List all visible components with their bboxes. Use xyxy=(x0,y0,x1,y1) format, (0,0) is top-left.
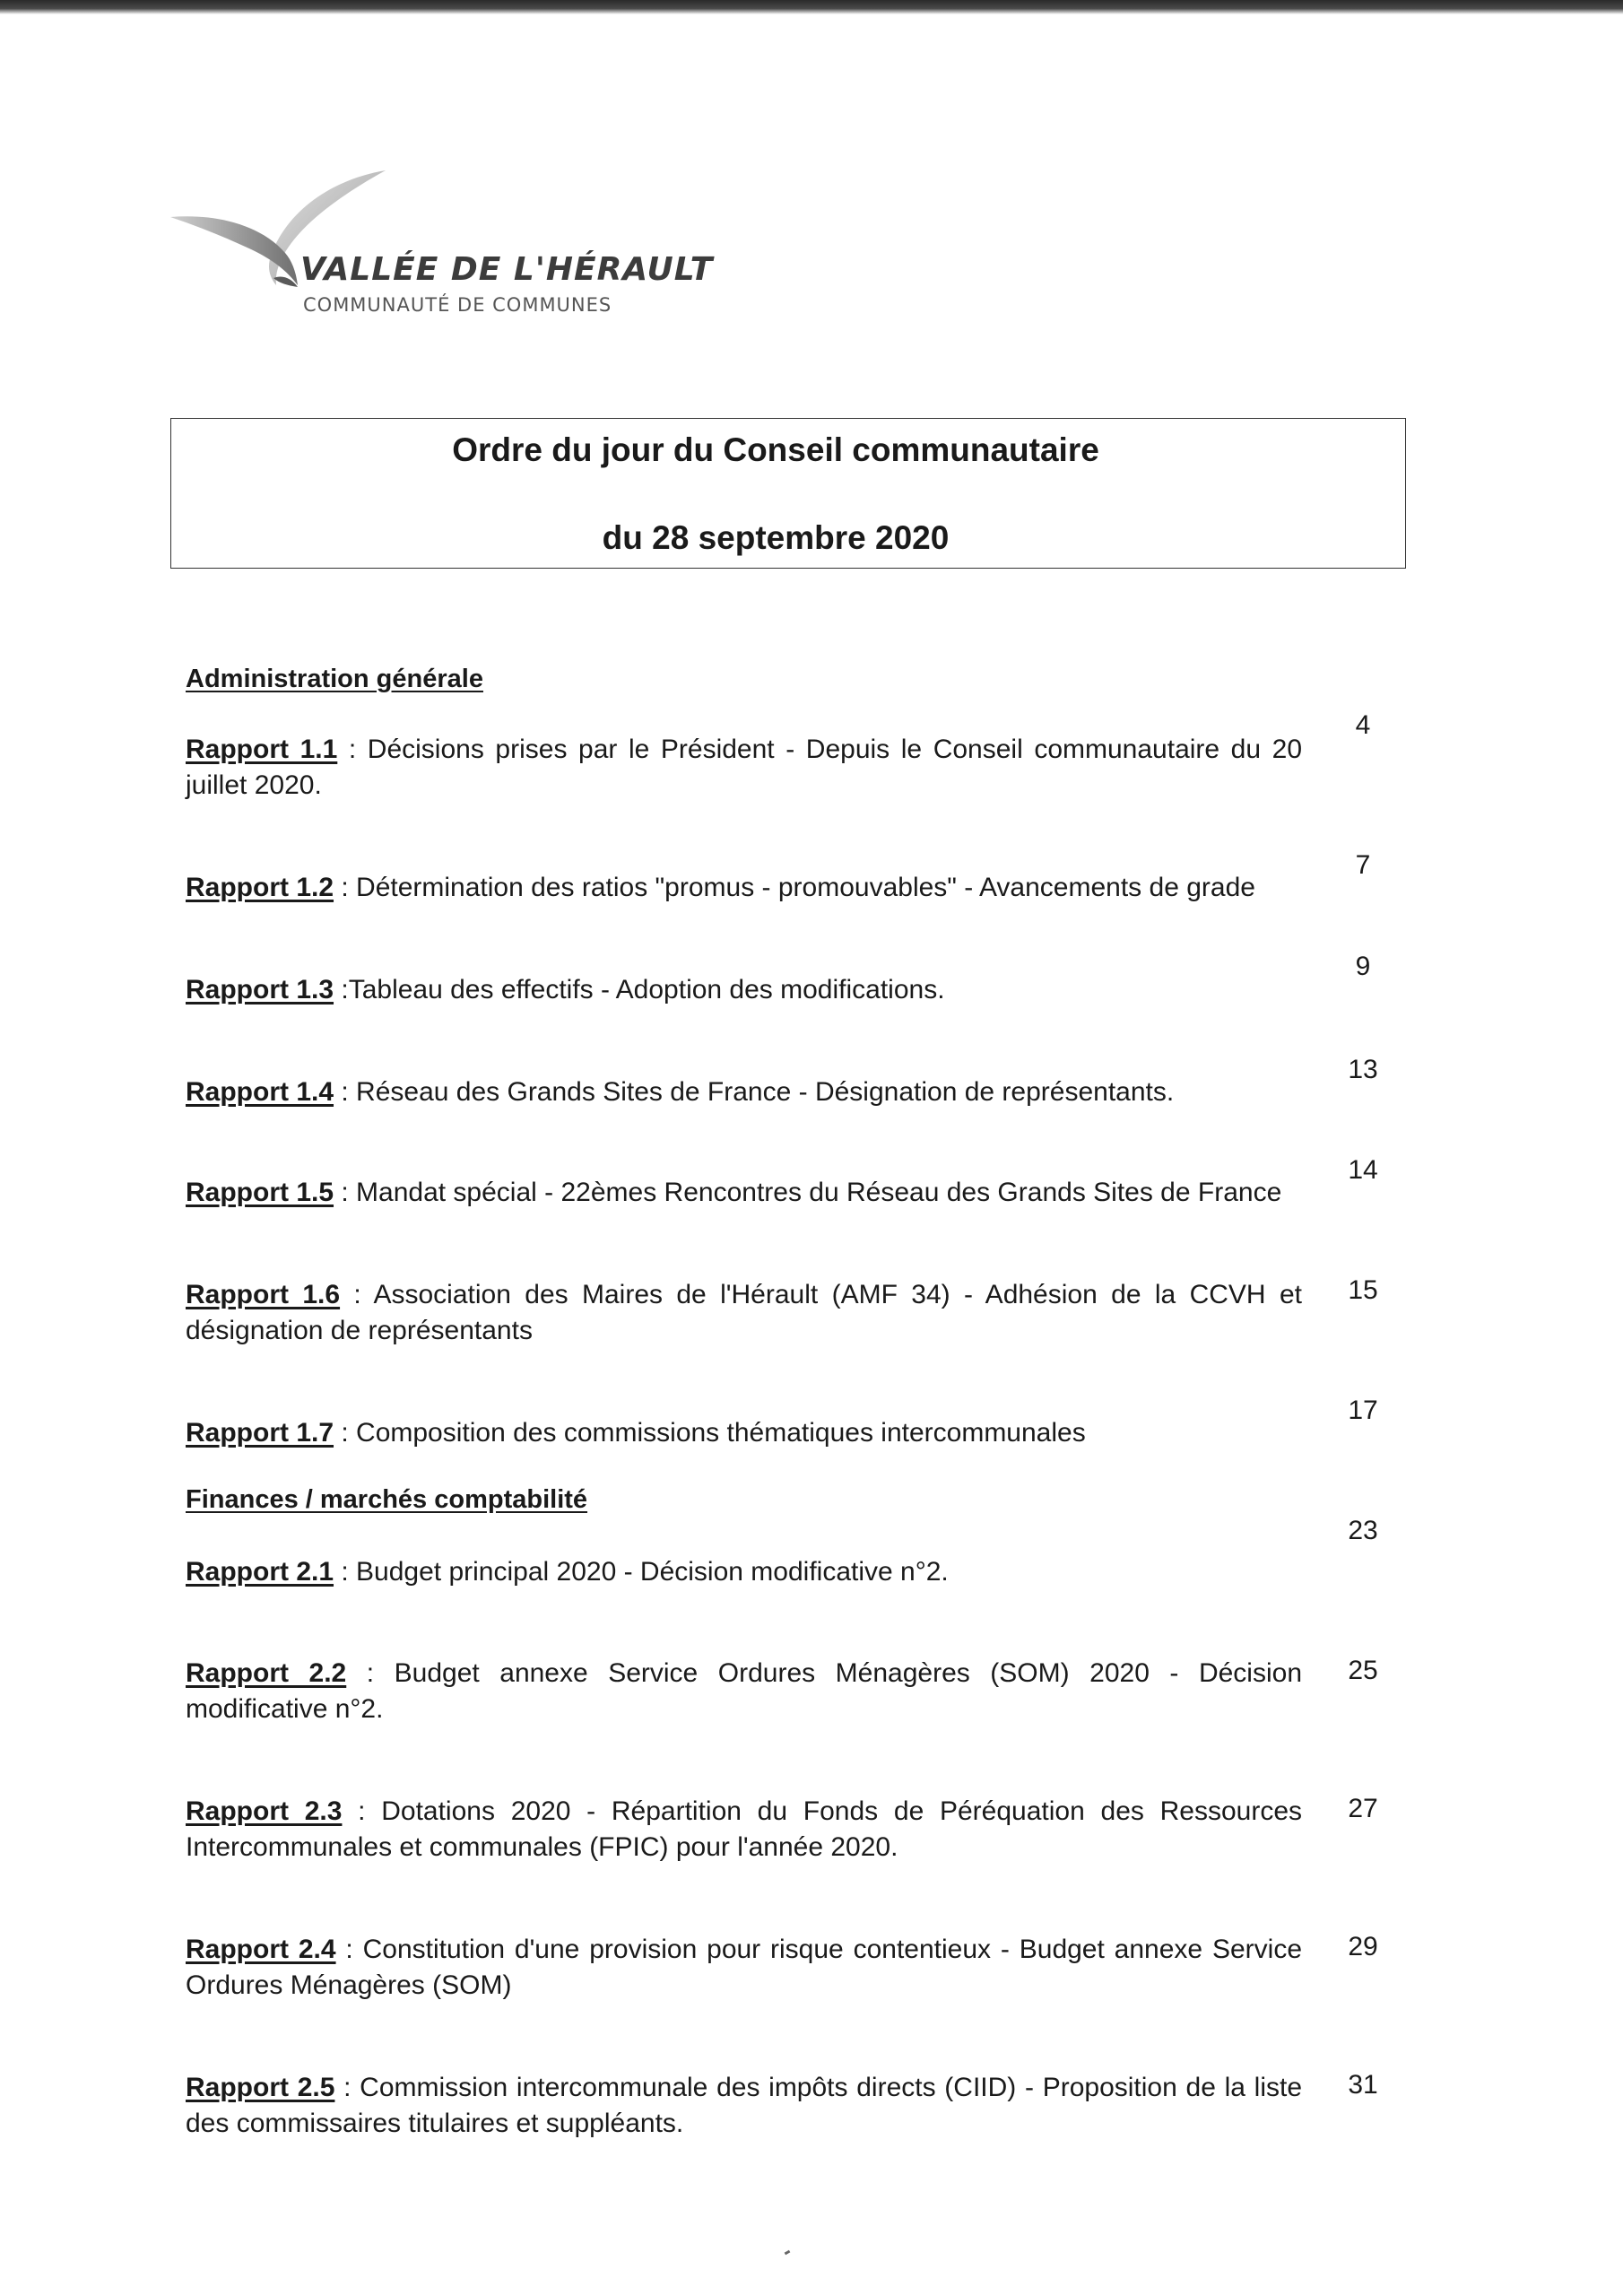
logo xyxy=(161,170,714,332)
item-label: Rapport 1.4 xyxy=(186,1077,334,1107)
item-text: : Budget annexe Service Ordures Ménagères (SOM) 2020 - Décision modificative n°2. xyxy=(186,1658,1302,1724)
page-number: 31 xyxy=(1348,2070,1378,2100)
item-text: : Composition des commissions thématiques intercommunales xyxy=(334,1418,1086,1448)
list-item xyxy=(186,1074,1302,1110)
item-text: : Budget principal 2020 - Décision modificative n°2. xyxy=(334,1557,949,1587)
item-label: Rapport 2.3 xyxy=(186,1796,343,1826)
list-item xyxy=(186,1415,1302,1451)
section-heading-administration: Administration générale xyxy=(186,665,483,693)
item-text: : Association des Maires de l'Hérault (AMF 34) - Adhésion de la CCVH et désignation de représentants xyxy=(186,1280,1302,1345)
page-number: 25 xyxy=(1348,1656,1378,1685)
item-label: Rapport 1.7 xyxy=(186,1418,334,1448)
item-text: : Détermination des ratios "promus - promouvables" - Avancements de grade xyxy=(334,873,1255,902)
list-item xyxy=(186,1554,1302,1590)
item-text: : Commission intercommunale des impôts directs (CIID) - Proposition de la liste des commissaires titulaires et suppléants. xyxy=(186,2073,1303,2138)
list-item xyxy=(186,732,1302,804)
item-label: Rapport 2.5 xyxy=(186,2073,335,2102)
list-item xyxy=(186,1656,1302,1727)
list-item xyxy=(186,1175,1302,1211)
scan-speck xyxy=(785,2250,791,2256)
page-number: 23 xyxy=(1348,1516,1378,1545)
page-number: 4 xyxy=(1355,710,1371,740)
item-text: : Réseau des Grands Sites de France - Désignation de représentants. xyxy=(334,1077,1175,1107)
document-title: Ordre du jour du Conseil communautaire xyxy=(452,431,1099,468)
list-item xyxy=(186,2070,1302,2142)
item-text: : Mandat spécial - 22èmes Rencontres du Réseau des Grands Sites de France xyxy=(334,1178,1282,1207)
item-label: Rapport 2.2 xyxy=(186,1658,347,1688)
scan-edge xyxy=(0,0,1623,14)
logo-subtitle: COMMUNAUTÉ DE COMMUNES xyxy=(303,294,612,316)
item-label: Rapport 1.1 xyxy=(186,735,338,764)
item-label: Rapport 1.2 xyxy=(186,873,334,902)
item-label: Rapport 2.1 xyxy=(186,1557,334,1587)
page-number: 7 xyxy=(1355,850,1371,880)
document-date: du 28 septembre 2020 xyxy=(602,519,950,556)
item-text: : Dotations 2020 - Répartition du Fonds de Péréquation des Ressources Intercommunales et communales (FPIC) pour l'année 2020. xyxy=(186,1796,1302,1862)
list-item xyxy=(186,1277,1302,1349)
section-heading-finances: Finances / marchés comptabilité xyxy=(186,1485,588,1514)
list-item xyxy=(186,1932,1302,2004)
item-label: Rapport 1.3 xyxy=(186,975,334,1004)
title-box xyxy=(170,418,1406,569)
page-number: 27 xyxy=(1348,1794,1378,1823)
item-label: Rapport 1.6 xyxy=(186,1280,341,1309)
item-text: : Décisions prises par le Président - Depuis le Conseil communautaire du 20 juillet 2020. xyxy=(186,735,1303,800)
page-number: 29 xyxy=(1348,1932,1378,1961)
page-number: 17 xyxy=(1348,1396,1378,1425)
page-number: 9 xyxy=(1355,952,1371,981)
logo-title: VALLÉE DE L'HÉRAULT xyxy=(300,251,714,288)
page-number: 15 xyxy=(1348,1275,1378,1305)
item-label: Rapport 1.5 xyxy=(186,1178,334,1207)
item-text: :Tableau des effectifs - Adoption des modifications. xyxy=(334,975,945,1004)
item-label: Rapport 2.4 xyxy=(186,1935,336,1964)
list-item xyxy=(186,1794,1302,1866)
page-number: 14 xyxy=(1348,1155,1378,1185)
item-text: : Constitution d'une provision pour risque contentieux - Budget annexe Service Ordures Ménagères (SOM) xyxy=(186,1935,1302,2000)
list-item xyxy=(186,870,1302,906)
list-item xyxy=(186,972,1302,1008)
page-number: 13 xyxy=(1348,1055,1378,1084)
